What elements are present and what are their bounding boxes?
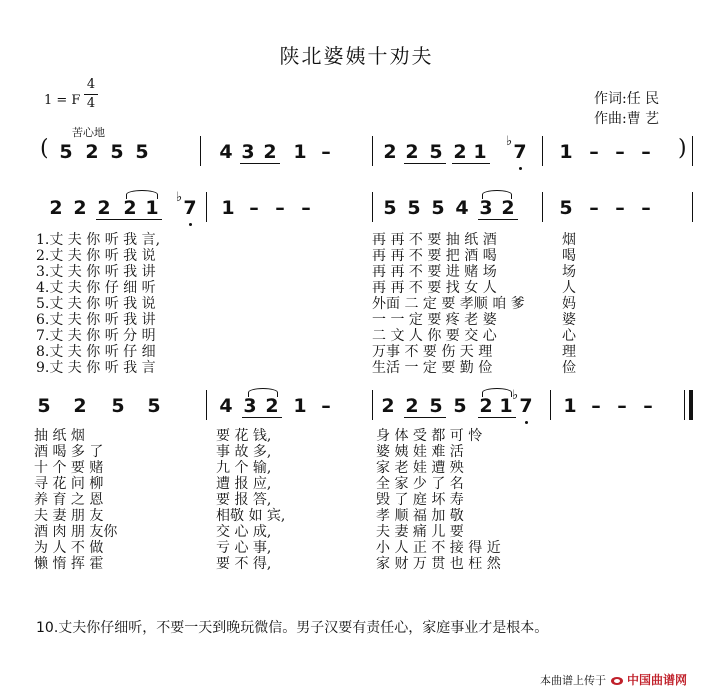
note: 3 <box>479 197 493 219</box>
tempo-marking: 苦心地 <box>72 126 105 139</box>
verse-10: 10.丈夫你仔细听，不要一天到晚玩微信。男子汉要有责任心，家庭事业才是根本。 <box>36 620 549 636</box>
note: 2 <box>123 197 137 219</box>
note: – <box>589 141 599 163</box>
lyric-line-mid: 再 再 不 要 抽 纸 酒 <box>372 232 497 248</box>
bar-line <box>372 192 373 222</box>
lyric-line: 4.丈 夫 你 仔 细 听 <box>36 280 156 296</box>
lyric-end: 妈 <box>562 296 576 312</box>
note: 5 <box>111 395 125 417</box>
lyric-line: 酒 肉 朋 友你 <box>34 524 118 540</box>
lyric-line: 8.丈 夫 你 听 仔 细 <box>36 344 156 360</box>
note: 5 <box>559 197 573 219</box>
note: 3 <box>243 395 257 417</box>
time-signature <box>84 78 98 111</box>
note: 5 <box>431 197 445 219</box>
lyric-end: 俭 <box>562 360 576 376</box>
beam-underline <box>404 417 446 418</box>
note: 1 <box>563 395 577 417</box>
lyric-end: 婆 <box>562 312 576 328</box>
note: 7 <box>183 197 197 219</box>
final-bar-thick <box>689 390 693 420</box>
note: 5 <box>59 141 73 163</box>
note: – <box>615 141 625 163</box>
note: 7 <box>513 141 527 163</box>
bar-line <box>542 192 543 222</box>
beam-underline <box>240 163 280 164</box>
lyric-line-mid: 一 一 定 要 疼 老 婆 <box>372 312 497 328</box>
low-octave-dot <box>189 223 192 226</box>
note: 4 <box>455 197 469 219</box>
note: 5 <box>383 197 397 219</box>
note: 2 <box>85 141 99 163</box>
repeat-paren-open: ( <box>40 136 49 161</box>
time-sig-bottom: 4 <box>86 96 96 111</box>
note: 1 <box>145 197 159 219</box>
lyric-line-mid: 交 心 成, <box>216 524 272 540</box>
note: 4 <box>219 141 233 163</box>
note: 1 <box>293 141 307 163</box>
note: – <box>321 141 331 163</box>
note: 1 <box>293 395 307 417</box>
lyric-line-mid: 要 不 得, <box>216 556 272 572</box>
lyric-line: 7.丈 夫 你 听 分 明 <box>36 328 156 344</box>
note: 2 <box>97 197 111 219</box>
page-title: 陕北婆姨十劝夫 <box>279 44 434 68</box>
lyric-line-mid: 生活 一 定 要 勤 俭 <box>372 360 493 376</box>
note: 5 <box>37 395 51 417</box>
note: – <box>591 395 601 417</box>
beam-underline <box>452 163 490 164</box>
lyric-end: 人 <box>562 280 576 296</box>
note: 7 <box>519 395 533 417</box>
note: – <box>275 197 285 219</box>
lyric-line: 9.丈 夫 你 听 我 言 <box>36 360 156 376</box>
lyric-line-mid: 九 个 输, <box>216 460 272 476</box>
lyric-line: 夫 妻 朋 友 <box>34 508 104 524</box>
note: – <box>615 197 625 219</box>
flat-sign: ♭ <box>176 190 183 205</box>
note: 2 <box>73 395 87 417</box>
lyric-line-mid: 二 文 人 你 要 交 心 <box>372 328 497 344</box>
lyric-line: 为 人 不 做 <box>34 540 104 556</box>
lyric-line: 养 育 之 恩 <box>34 492 104 508</box>
note: 5 <box>429 395 443 417</box>
footer <box>540 671 687 688</box>
beam-underline <box>404 163 446 164</box>
site-logo-icon <box>610 676 624 686</box>
beam-underline <box>242 417 282 418</box>
note: 1 <box>221 197 235 219</box>
lyric-line: 6.丈 夫 你 听 我 讲 <box>36 312 156 328</box>
note: 2 <box>501 197 515 219</box>
lyric-line: 懒 惰 挥 霍 <box>34 556 104 572</box>
low-octave-dot <box>525 421 528 424</box>
bar-line <box>206 390 207 420</box>
lyric-line-mid: 外面 二 定 要 孝顺 咱 爹 <box>372 296 525 312</box>
site-brand[interactable]: 中国曲谱网 <box>627 673 688 687</box>
time-sig-top: 4 <box>86 77 96 92</box>
lyric-line-mid: 要 花 钱, <box>216 428 272 444</box>
lyric-end: 心 <box>562 328 576 344</box>
tie-arc <box>482 190 512 199</box>
note: 3 <box>241 141 255 163</box>
bar-line <box>542 136 543 166</box>
bar-line <box>550 390 551 420</box>
note: 5 <box>147 395 161 417</box>
lyric-line: 十 个 要 赌 <box>34 460 104 476</box>
lyric-line-mid: 再 再 不 要 把 酒 喝 <box>372 248 497 264</box>
bar-line <box>372 390 373 420</box>
lyric-line: 3.丈 夫 你 听 我 讲 <box>36 264 156 280</box>
note: – <box>321 395 331 417</box>
lyric-line-mid: 再 再 不 要 进 赌 场 <box>372 264 497 280</box>
beam-underline <box>478 417 516 418</box>
lyric-line-right: 全 家 少 了 名 <box>376 476 464 492</box>
footer-text: 本曲谱上传于 <box>540 674 606 687</box>
lyric-line-mid: 相敬 如 宾, <box>216 508 286 524</box>
lyric-line-right: 夫 妻 痛 儿 要 <box>376 524 464 540</box>
lyric-line-right: 小 人 正 不 接 得 近 <box>376 540 501 556</box>
bar-line <box>206 192 207 222</box>
lyric-line-right: 身 体 受 都 可 怜 <box>376 428 483 444</box>
bar-line <box>692 136 693 166</box>
lyric-line-mid: 万事 不 要 伤 天 理 <box>372 344 493 360</box>
lyric-line-right: 孝 顺 福 加 敬 <box>376 508 464 524</box>
note: 5 <box>135 141 149 163</box>
lyric-end: 理 <box>562 344 576 360</box>
lyric-line-mid: 事 故 多, <box>216 444 272 460</box>
note: 1 <box>473 141 487 163</box>
flat-sign: ♭ <box>506 134 513 149</box>
lyric-line-right: 家 财 万 贯 也 枉 然 <box>376 556 501 572</box>
final-bar-thin <box>684 390 685 420</box>
lyric-line-mid: 亏 心 事, <box>216 540 272 556</box>
note: 2 <box>263 141 277 163</box>
note: – <box>301 197 311 219</box>
note: – <box>643 395 653 417</box>
lyric-line: 2.丈 夫 你 听 我 说 <box>36 248 156 264</box>
lyric-line: 5.丈 夫 你 听 我 说 <box>36 296 156 312</box>
note: 5 <box>110 141 124 163</box>
note: 5 <box>407 197 421 219</box>
lyric-line-mid: 遭 报 应, <box>216 476 272 492</box>
note: – <box>641 197 651 219</box>
lyric-end: 喝 <box>562 248 576 264</box>
lyric-line-right: 家 老 娃 遭 殃 <box>376 460 464 476</box>
note: 1 <box>499 395 513 417</box>
note: 5 <box>429 141 443 163</box>
flat-sign: ♭ <box>512 388 519 403</box>
tie-arc <box>482 388 512 397</box>
note: 1 <box>559 141 573 163</box>
bar-line <box>200 136 201 166</box>
note: – <box>249 197 259 219</box>
note: – <box>617 395 627 417</box>
repeat-paren-close: ) <box>678 136 687 161</box>
note: 2 <box>49 197 63 219</box>
note: 5 <box>453 395 467 417</box>
note: 2 <box>479 395 493 417</box>
note: 2 <box>265 395 279 417</box>
bar-line <box>372 136 373 166</box>
lyricist-credit: 作词:任 民 <box>594 91 660 107</box>
tie-arc <box>126 190 158 199</box>
bar-line <box>692 192 693 222</box>
lyric-end: 场 <box>562 264 576 280</box>
note: 2 <box>453 141 467 163</box>
low-octave-dot <box>519 167 522 170</box>
composer-credit: 作曲:曹 艺 <box>594 111 660 127</box>
lyric-line-right: 毁 了 庭 坏 寿 <box>376 492 464 508</box>
lyric-line: 1.丈 夫 你 听 我 言, <box>36 232 161 248</box>
note: 4 <box>219 395 233 417</box>
note: 2 <box>73 197 87 219</box>
note: 2 <box>381 395 395 417</box>
note: 2 <box>405 395 419 417</box>
note: – <box>589 197 599 219</box>
beam-underline <box>478 219 518 220</box>
key-signature: 1 = F <box>44 93 81 108</box>
note: 2 <box>405 141 419 163</box>
lyric-line: 寻 花 问 柳 <box>34 476 104 492</box>
lyric-line-mid: 再 再 不 要 找 女 人 <box>372 280 497 296</box>
lyric-line: 抽 纸 烟 <box>34 428 85 444</box>
note: 2 <box>383 141 397 163</box>
lyric-line: 酒 喝 多 了 <box>34 444 104 460</box>
beam-underline <box>96 219 162 220</box>
note: – <box>641 141 651 163</box>
lyric-end: 烟 <box>562 232 576 248</box>
lyric-line-mid: 要 报 答, <box>216 492 272 508</box>
tie-arc <box>248 388 278 397</box>
lyric-line-right: 婆 姨 娃 难 活 <box>376 444 464 460</box>
